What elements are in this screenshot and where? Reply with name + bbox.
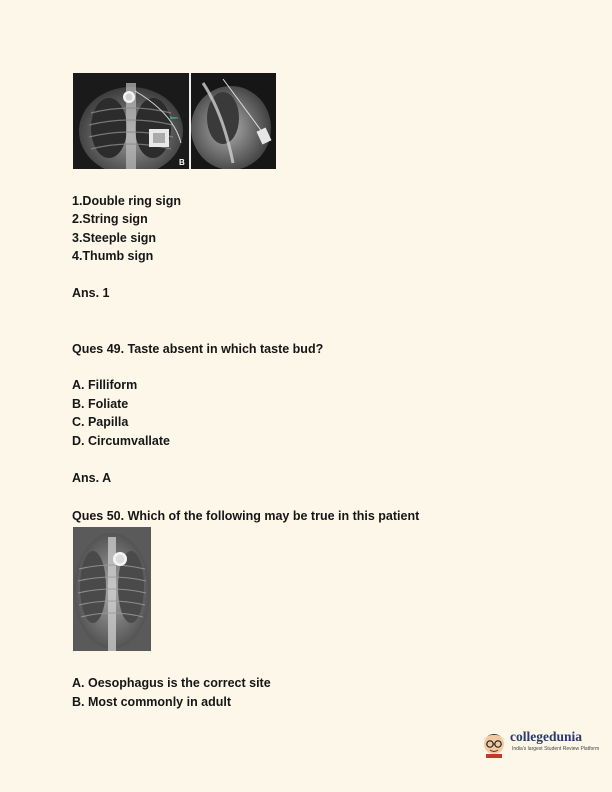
xray-image-top: [73, 73, 276, 169]
q48-option-3: 3.Steeple sign: [72, 231, 157, 245]
q50-question: Ques 50. Which of the following may be true in this patient: [72, 509, 420, 523]
q48-option-1: 1.Double ring sign: [72, 194, 182, 208]
q49-question: Ques 49. Taste absent in which taste bud?: [72, 342, 324, 356]
brand-tagline: India's largest Student Review Platform: [512, 746, 600, 752]
q48-option-2: 2.String sign: [72, 212, 148, 226]
svg-text:5cm: 5cm: [170, 115, 178, 120]
q50-option-a: A. Oesophagus is the correct site: [72, 676, 271, 690]
q48-answer: Ans. 1: [72, 286, 110, 300]
xray-image-q50: [73, 527, 151, 651]
q49-option-d: D. Circumvallate: [72, 434, 170, 448]
collegedunia-logo[interactable]: [480, 726, 598, 760]
q49-answer: Ans. A: [72, 471, 112, 485]
q49-option-a: A. Filliform: [72, 378, 138, 392]
q49-option-c: C. Papilla: [72, 415, 129, 429]
mascot-icon: [480, 728, 508, 758]
xray-illustration-top: [73, 73, 276, 169]
q49-option-b: B. Foliate: [72, 397, 129, 411]
q48-option-4: 4.Thumb sign: [72, 249, 154, 263]
brand-name: collegedunia: [510, 729, 583, 744]
panel-b-label: B: [179, 158, 185, 167]
q50-option-b: B. Most commonly in adult: [72, 695, 232, 709]
xray-illustration-q50: [73, 527, 151, 651]
